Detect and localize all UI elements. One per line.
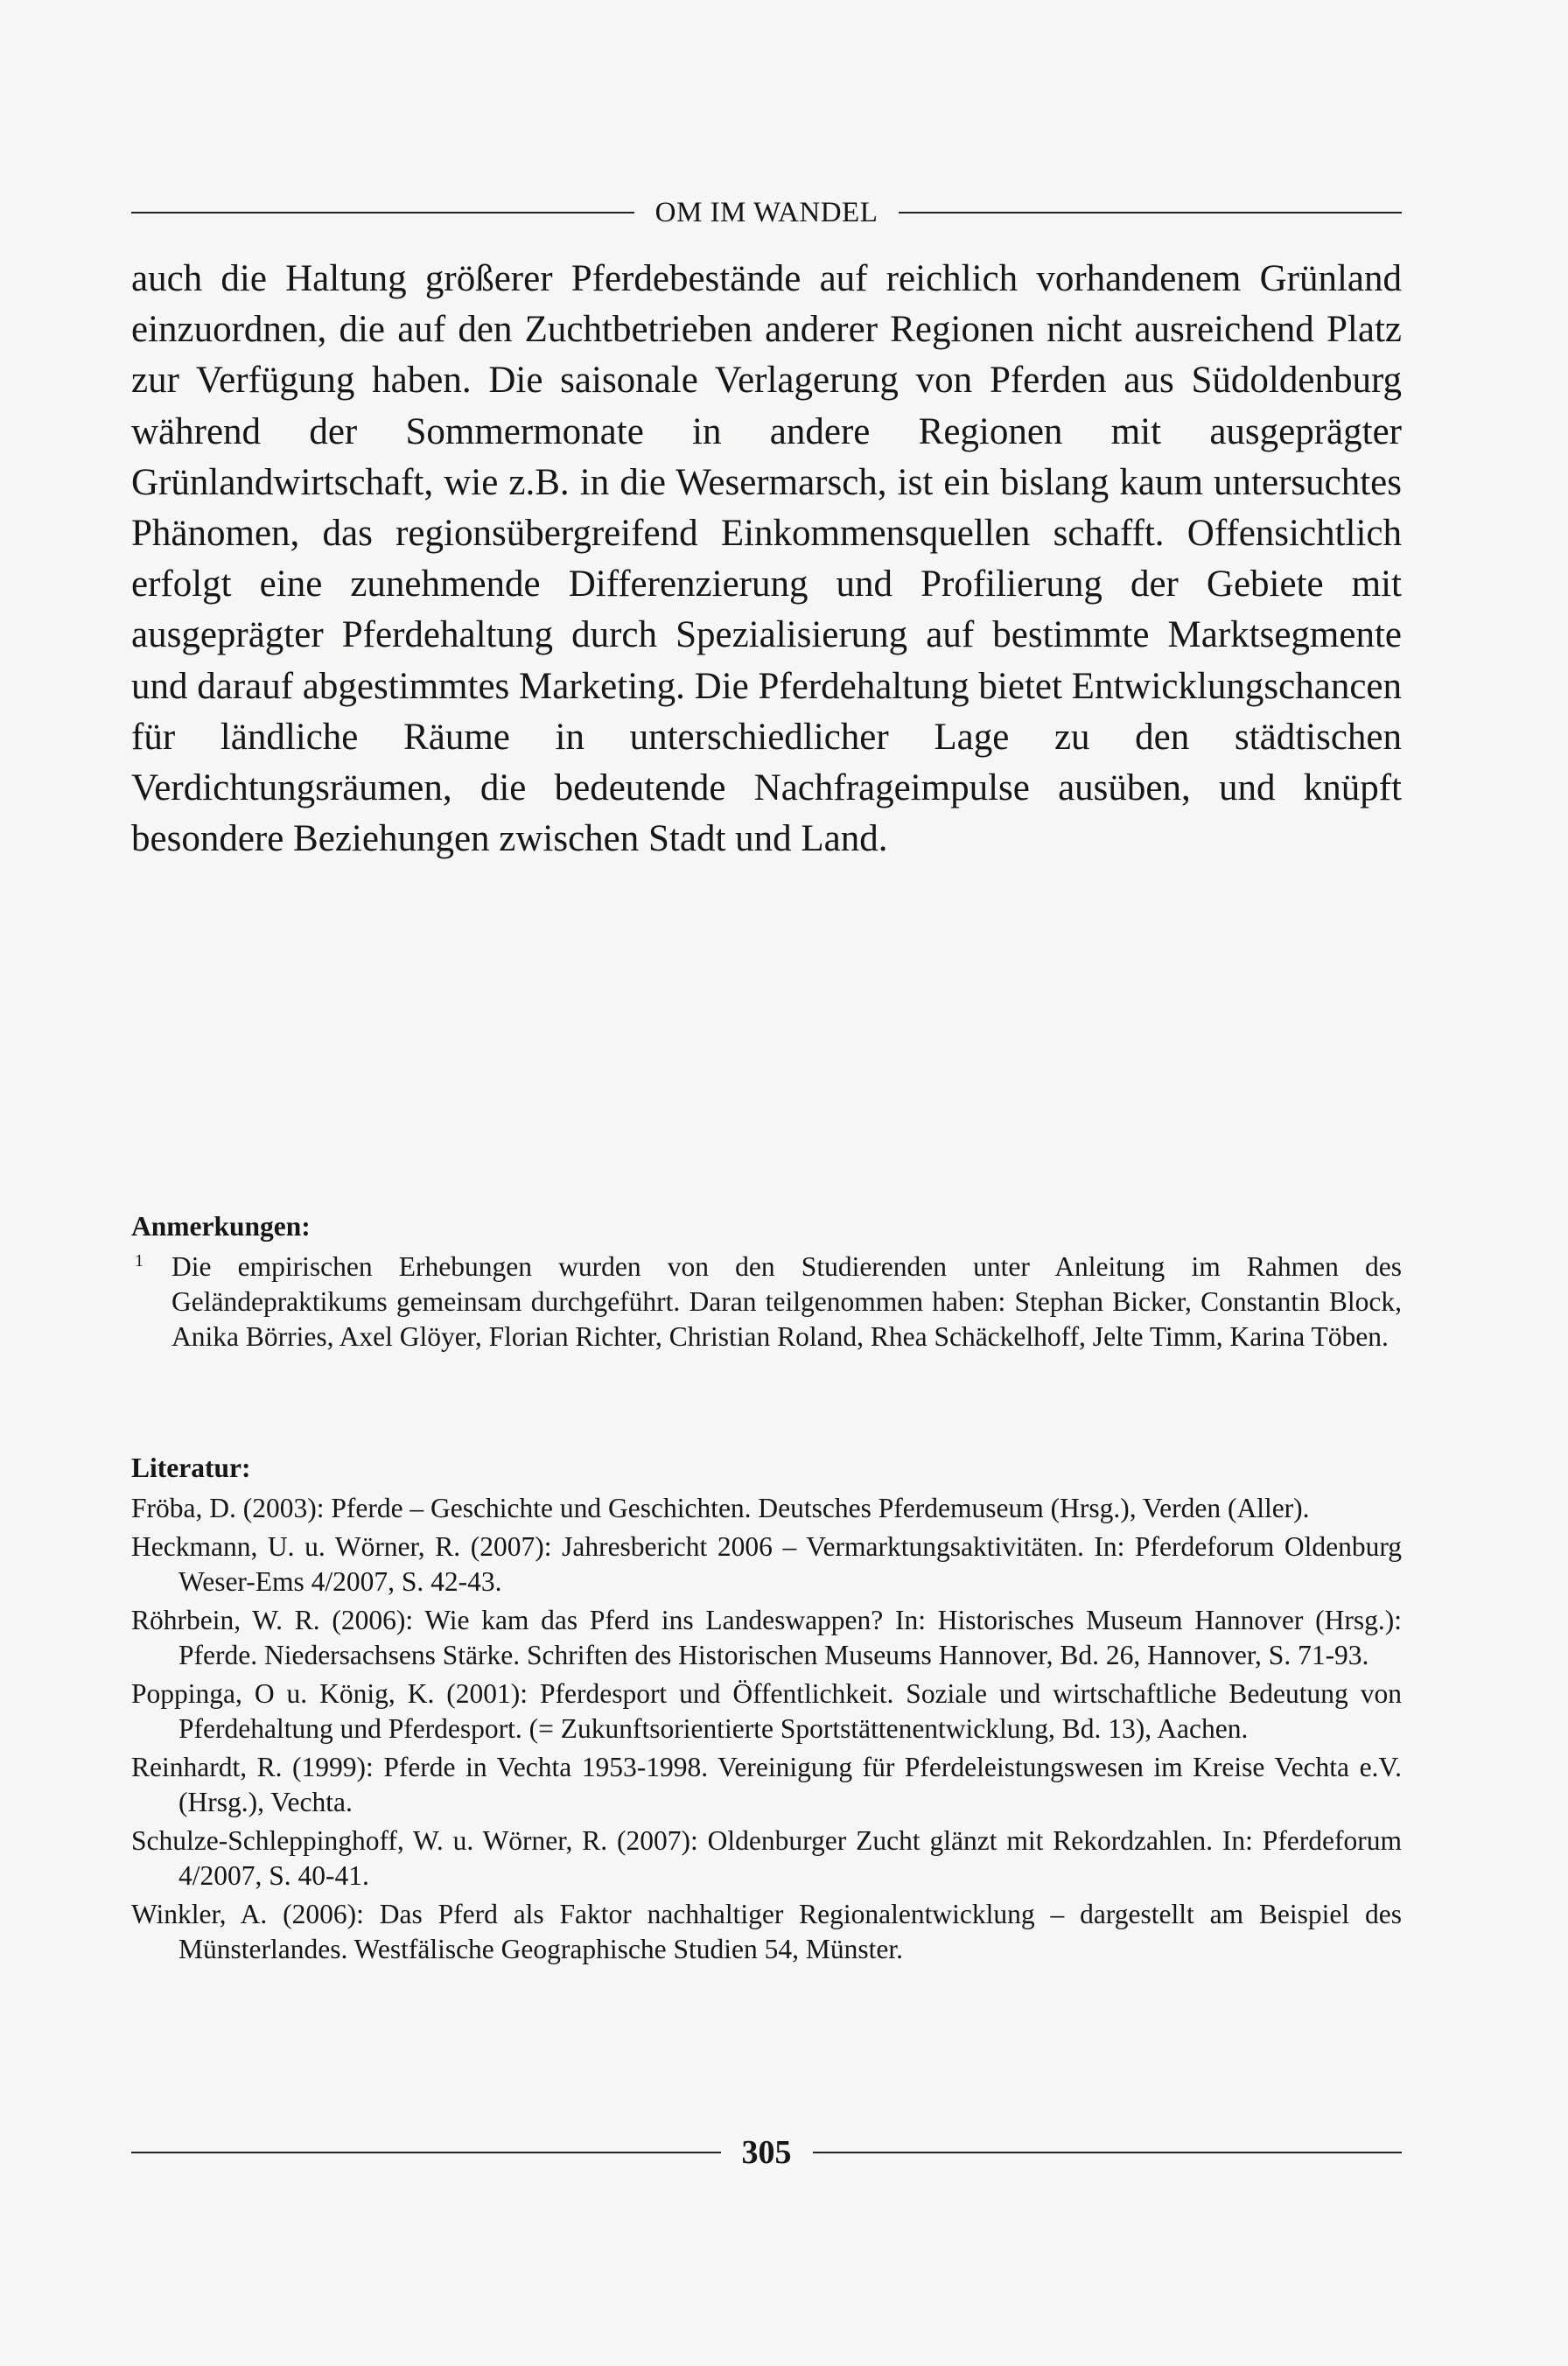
footnote-text: Die empirischen Erhebungen wurden von den Studierenden unter Anleitung im Rahmen des Geländepraktikums gemeinsam durchgeführt. Daran teilgenommen haben: Stephan Bicker, Constantin Block, Anika Börries, Axel Glöyer, Florian Richter, Christian Roland, Rhea Schäckelhoff, Jelte Timm, Karina Töben. (172, 1251, 1402, 1352)
reference-entry: Poppinga, O u. König, K. (2001): Pferdesport und Öffentlichkeit. Soziale und wirtschaftliche Bedeutung von Pferdehaltung und Pferdesport. (= Zukunftsorientierte Sportstättenentwicklung, Bd. 13), Aachen. (131, 1678, 1402, 1744)
footer-rule-right (813, 2152, 1403, 2153)
reference-entry: Heckmann, U. u. Wörner, R. (2007): Jahresbericht 2006 – Vermarktungsaktivitäten. In: Pferdeforum Oldenburg Weser-Ems 4/2007, S. 42-43. (131, 1531, 1402, 1597)
footer-rule-left (131, 2152, 721, 2153)
reference-entry: Reinhardt, R. (1999): Pferde in Vechta 1953-1998. Vereinigung für Pferdeleistungswesen im Kreise Vechta e.V. (Hrsg.), Vechta. (131, 1752, 1402, 1817)
body-paragraph: auch die Haltung größerer Pferdebestände auf reichlich vorhandenem Grünland einzuordnen, die auf den Zuchtbetrieben anderer Regionen nicht ausreichend Platz zur Verfügung haben. Die saisonale Verlagerung von Pferden aus Südoldenburg während der Sommermonate in andere Regionen mit ausgeprägter Grünlandwirtschaft, wie z.B. in die Wesermarsch, ist ein bislang kaum untersuchtes Phänomen, das regionsübergreifend Einkommensquellen schafft. Offensichtlich erfolgt eine zunehmende Differenzierung und Profilierung der Gebiete mit ausgeprägter Pferdehaltung durch Spezialisierung auf bestimmte Marktsegmente und darauf abgestimmtes Marketing. Die Pferdehaltung bietet Entwicklungschancen für ländliche Räume in unterschiedlicher Lage zu den städtischen Verdichtungsräumen, die bedeutende Nachfrageimpulse ausüben, und knüpft besondere Beziehungen zwischen Stadt und Land. (131, 258, 1403, 860)
literature-heading: Literatur: (131, 1452, 251, 1483)
notes-section (131, 1209, 1402, 1354)
footnote-marker: 1 (135, 1251, 144, 1270)
running-header (131, 187, 1402, 238)
reference-entry: Winkler, A. (2006): Das Pferd als Faktor nachhaltiger Regionalentwicklung – dargestellt am Beispiel des Münsterlandes. Westfälische Geographische Studien 54, Münster. (131, 1899, 1402, 1964)
reference-entry: Röhrbein, W. R. (2006): Wie kam das Pferd ins Landeswappen? In: Historisches Museum Hannover (Hrsg.): Pferde. Niedersachsens Stärke. Schriften des Historischen Museums Hannover, Bd. 26, Hannover, S. 71-93. (131, 1605, 1402, 1670)
page-footer (131, 2126, 1402, 2179)
footnote-item (131, 1250, 1402, 1354)
header-rule-left (131, 212, 634, 214)
literature-section (131, 1451, 1402, 1970)
notes-heading: Anmerkungen: (131, 1211, 311, 1242)
header-rule-right (899, 212, 1402, 214)
page-number: 305 (741, 2134, 792, 2171)
reference-entry: Fröba, D. (2003): Pferde – Geschichte und Geschichten. Deutsches Pferdemuseum (Hrsg.), Verden (Aller). (131, 1493, 1310, 1523)
reference-entry: Schulze-Schleppinghoff, W. u. Wörner, R. (2007): Oldenburger Zucht glänzt mit Rekordzahlen. In: Pferdeforum 4/2007, S. 40-41. (131, 1825, 1402, 1891)
running-head-title: OM IM WANDEL (654, 196, 878, 228)
